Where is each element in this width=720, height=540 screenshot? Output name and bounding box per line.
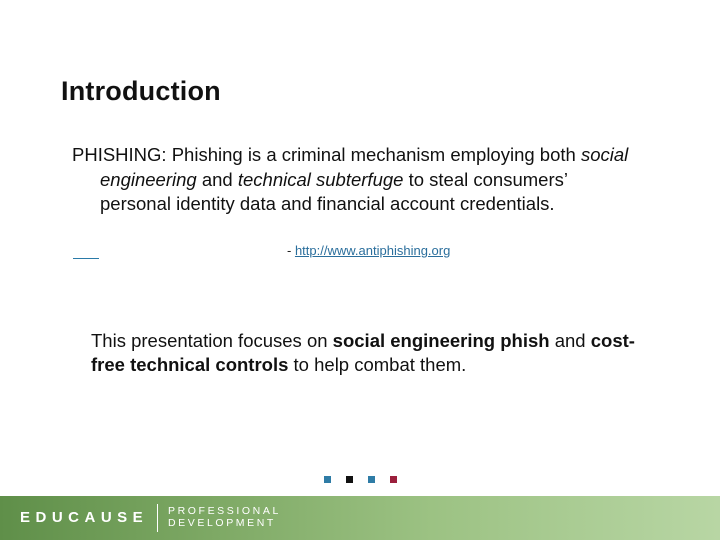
- focus-bold-social-engineering: social engineering phish: [332, 330, 550, 351]
- definition-tail: to steal consumers’ personal identity data and financial account credentials.: [100, 168, 568, 214]
- focus-part-3: to help combat them.: [288, 354, 467, 375]
- definition-term-social-engineering: social engineering: [100, 144, 629, 190]
- definition-term-technical-subterfuge: technical subterfuge: [237, 168, 404, 190]
- page-dot-2: [346, 476, 353, 483]
- focus-bold-technical-controls: cost-free technical controls: [91, 330, 635, 375]
- professional-development-label: [168, 505, 281, 529]
- page-dots: [324, 476, 397, 483]
- definition-mid: and: [196, 168, 238, 190]
- focus-part-2: and: [549, 330, 591, 351]
- footer-bar: [0, 496, 720, 540]
- page-dot-1: [324, 476, 331, 483]
- page-dot-3: [368, 476, 375, 483]
- citation: [287, 243, 450, 258]
- footer-sub-line-2: DEVELOPMENT: [168, 517, 276, 529]
- footer-divider: [157, 504, 158, 532]
- citation-link[interactable]: http://www.antiphishing.org: [294, 243, 451, 258]
- citation-prefix: -: [287, 243, 295, 258]
- definition-lead: PHISHING: Phishing is a criminal mechanism employing both: [72, 144, 581, 165]
- educause-logo: EDUCAUSE: [20, 509, 149, 526]
- page-dot-4: [390, 476, 397, 483]
- slide-title: Introduction: [61, 76, 221, 106]
- footer-sub-line-1: PROFESSIONAL: [168, 505, 281, 517]
- focus-statement: [91, 329, 651, 377]
- focus-part-1: This presentation focuses on: [91, 330, 333, 351]
- phishing-definition: [72, 143, 640, 217]
- underline-stub: [73, 258, 99, 259]
